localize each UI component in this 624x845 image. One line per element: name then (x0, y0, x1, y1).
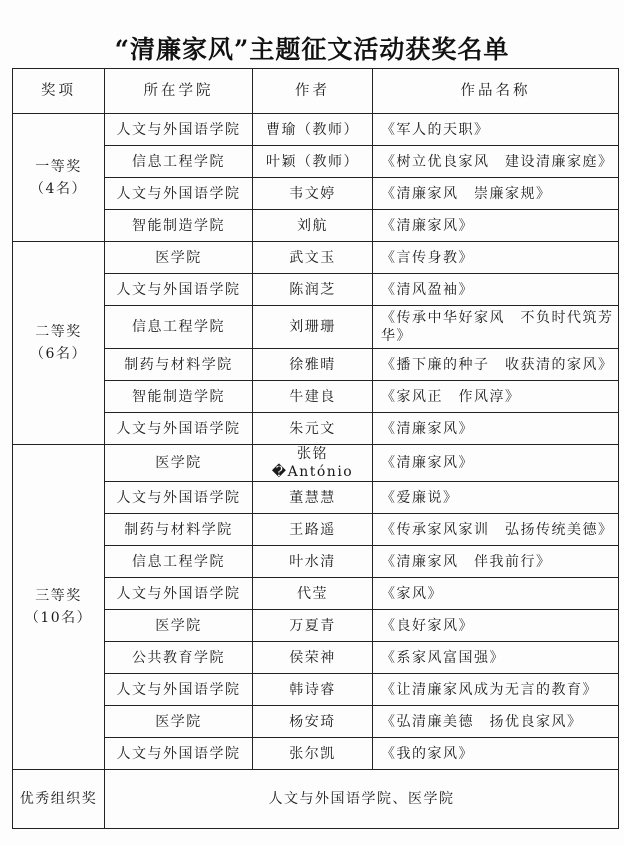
college-cell: 制药与材料学院 (105, 514, 253, 546)
college-cell: 智能制造学院 (105, 381, 253, 413)
work-cell: 《清廉家风 伴我前行》 (373, 546, 619, 578)
work-cell: 《弘清廉美德 扬优良家风》 (373, 706, 619, 738)
college-cell: 公共教育学院 (105, 642, 253, 674)
header-work-title: 作品名称 (373, 69, 619, 114)
work-cell: 《传承家风家训 弘扬传统美德》 (373, 514, 619, 546)
work-cell: 《清廉家风》 (373, 413, 619, 445)
author-cell: 刘航 (253, 210, 373, 242)
author-cell: 王路遥 (253, 514, 373, 546)
college-cell: 医学院 (105, 706, 253, 738)
college-cell: 人文与外国语学院 (105, 738, 253, 770)
work-cell: 《良好家风》 (373, 610, 619, 642)
author-cell: 侯荣神 (253, 642, 373, 674)
college-cell: 医学院 (105, 610, 253, 642)
award-cell-third (13, 445, 105, 770)
author-cell: 叶水清 (253, 546, 373, 578)
work-cell: 《树立优良家风 建设清廉家庭》 (373, 146, 619, 178)
award-count: （10名） (24, 610, 93, 626)
work-cell: 《清廉家风》 (373, 210, 619, 242)
header-award: 奖项 (13, 69, 105, 114)
college-cell: 人文与外国语学院 (105, 274, 253, 306)
author-cell: 武文玉 (253, 242, 373, 274)
organization-award-label: 优秀组织奖 (13, 770, 105, 829)
author-cell: 代莹 (253, 578, 373, 610)
college-cell: 人文与外国语学院 (105, 482, 253, 514)
work-cell: 《爱廉说》 (373, 482, 619, 514)
author-cell: 韩诗睿 (253, 674, 373, 706)
page-title: “清廉家风”主题征文活动获奖名单 (114, 35, 510, 64)
organization-award-value: 人文与外国语学院、医学院 (105, 770, 619, 829)
college-cell: 信息工程学院 (105, 306, 253, 349)
work-cell: 《清廉家风》 (373, 445, 619, 482)
work-cell: 《播下廉的种子 收获清的家风》 (373, 349, 619, 381)
header-author: 作者 (253, 69, 373, 114)
college-cell: 制药与材料学院 (105, 349, 253, 381)
author-cell: 张尔凯 (253, 738, 373, 770)
author-cell: 杨安琦 (253, 706, 373, 738)
author-cell: 万夏青 (253, 610, 373, 642)
work-cell: 《清廉家风 崇廉家规》 (373, 178, 619, 210)
college-cell: 人文与外国语学院 (105, 178, 253, 210)
header-college: 所在学院 (105, 69, 253, 114)
author-cell: 刘珊珊 (253, 306, 373, 349)
organization-award-row (13, 770, 619, 829)
work-cell: 《清风盈袖》 (373, 274, 619, 306)
work-cell: 《家风》 (373, 578, 619, 610)
award-label: 二等奖 (35, 324, 82, 340)
work-cell: 《我的家风》 (373, 738, 619, 770)
author-cell: 牛建良 (253, 381, 373, 413)
college-cell: 医学院 (105, 242, 253, 274)
table-row (13, 114, 619, 146)
work-cell: 《传承中华好家风 不负时代筑芳华》 (373, 306, 619, 349)
table-row (13, 242, 619, 274)
work-cell: 《系家风富国强》 (373, 642, 619, 674)
college-cell: 智能制造学院 (105, 210, 253, 242)
work-cell: 《让清廉家风成为无言的教育》 (373, 674, 619, 706)
work-cell: 《军人的天职》 (373, 114, 619, 146)
author-cell: 徐雅晴 (253, 349, 373, 381)
author-cell: 董慧慧 (253, 482, 373, 514)
college-cell: 人文与外国语学院 (105, 578, 253, 610)
author-cell: 曹瑜（教师） (253, 114, 373, 146)
award-count: （4名） (30, 180, 87, 197)
table-row (13, 445, 619, 482)
awards-table (12, 68, 619, 829)
award-cell-second (13, 242, 105, 445)
author-cell: 叶颖（教师） (253, 146, 373, 178)
table-header-row (13, 69, 619, 114)
work-cell: 《言传身教》 (373, 242, 619, 274)
author-cell: 朱元文 (253, 413, 373, 445)
college-cell: 信息工程学院 (105, 146, 253, 178)
award-label: 三等奖 (35, 588, 82, 604)
college-cell: 医学院 (105, 445, 253, 482)
author-cell: 张铭�António (253, 445, 373, 482)
college-cell: 人文与外国语学院 (105, 674, 253, 706)
college-cell: 人文与外国语学院 (105, 413, 253, 445)
award-label: 一等奖 (35, 158, 82, 175)
college-cell: 信息工程学院 (105, 546, 253, 578)
award-count: （6名） (30, 346, 87, 362)
author-cell: 韦文婷 (253, 178, 373, 210)
award-cell-first (13, 114, 105, 242)
college-cell: 人文与外国语学院 (105, 114, 253, 146)
work-cell: 《家风正 作风淳》 (373, 381, 619, 413)
author-cell: 陈润芝 (253, 274, 373, 306)
